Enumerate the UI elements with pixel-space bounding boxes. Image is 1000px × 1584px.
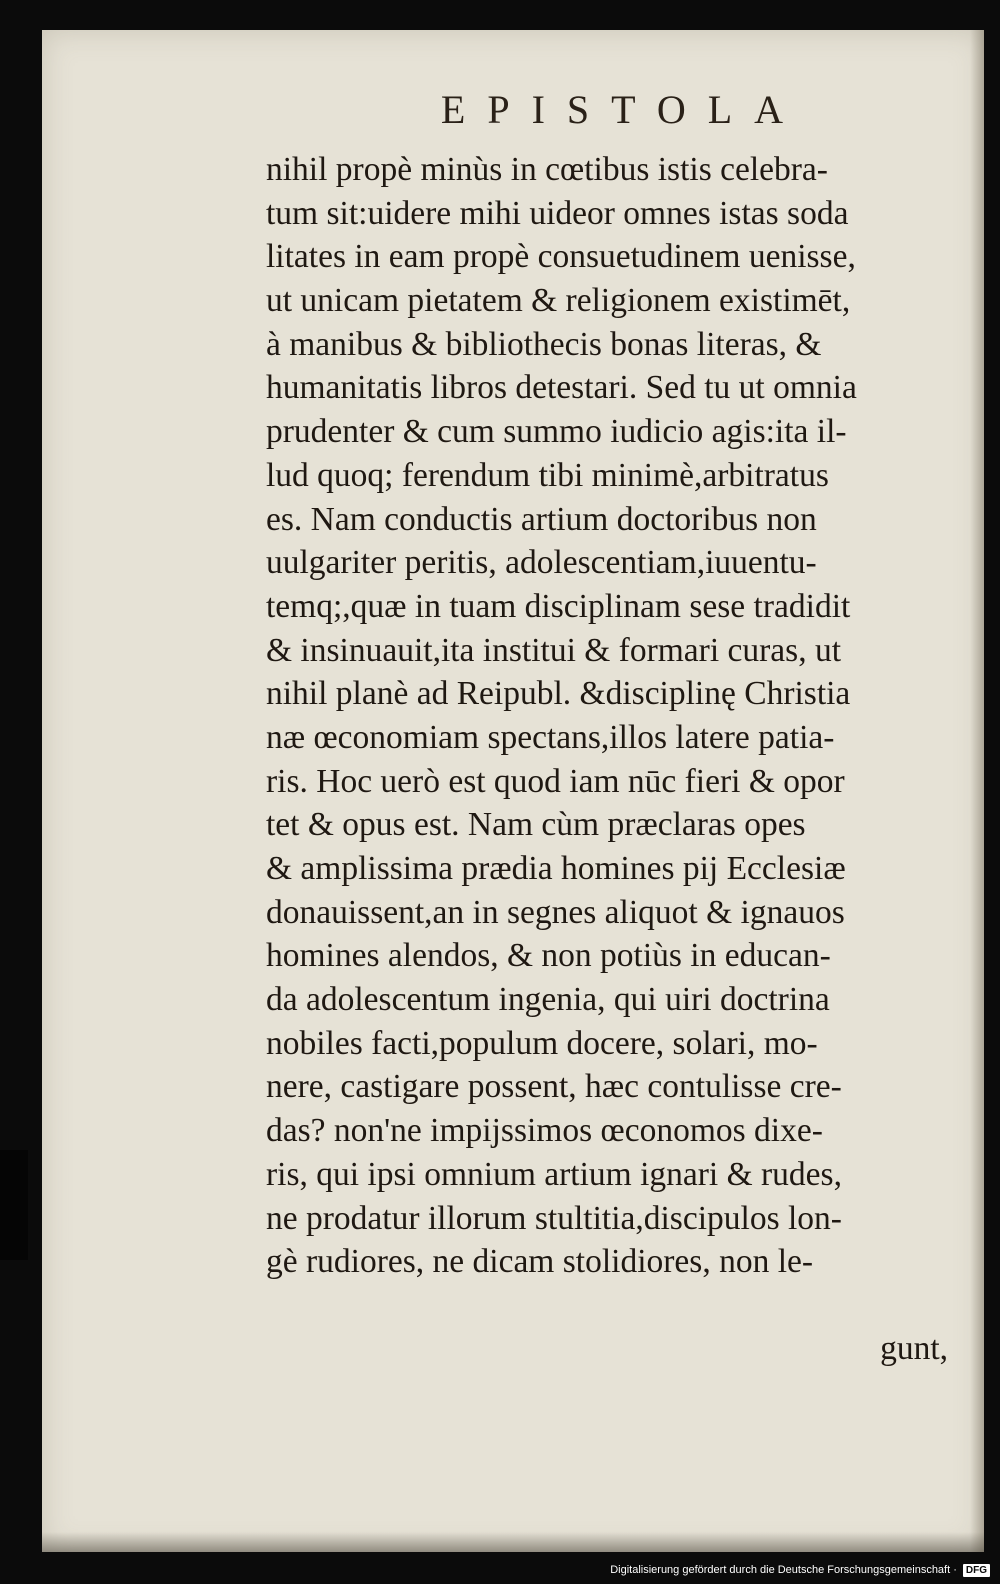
running-header: EPISTOLA — [440, 87, 806, 132]
text-line: uulgariter peritis, adolescentiam,iuuentu- — [266, 544, 817, 582]
page-edge-shadow — [970, 30, 984, 1552]
text-line: homines alendos, & non potiùs in educan- — [266, 937, 831, 975]
body-text — [266, 148, 956, 1284]
text-line: tet & opus est. Nam cùm præclaras opes — [266, 806, 806, 844]
text-line: ne prodatur illorum stultitia,discipulos lon- — [266, 1199, 842, 1237]
text-line: nihil propè minùs in cœtibus istis celebra- — [266, 151, 828, 188]
scanner-edge-mark — [0, 1150, 28, 1260]
text-line: lud quoq; ferendum tibi minimè,arbitratus — [266, 456, 829, 494]
text-line: ris. Hoc uerò est quod iam nūc fieri & opor — [266, 762, 845, 800]
text-line: nere, castigare possent, hæc contulisse cre- — [266, 1068, 842, 1106]
text-line: nihil planè ad Reipubl. &disciplinę Christia — [266, 675, 851, 713]
text-line: næ œconomiam spectans,illos latere patia- — [266, 718, 835, 756]
text-line: & amplissima prædia homines pij Ecclesiæ — [266, 850, 846, 887]
text-line: es. Nam conductis artium doctoribus non — [266, 500, 817, 538]
text-line: temq;,quæ in tuam disciplinam sese tradidit — [266, 587, 851, 625]
text-line: nobiles facti,populum docere, solari, mo- — [266, 1024, 818, 1062]
text-line: ut unicam pietatem & religionem existimēt, — [266, 282, 851, 320]
dfg-logo: DFG — [963, 1564, 990, 1577]
text-line: tum sit:uidere mihi uideor omnes istas soda — [266, 194, 849, 232]
text-line: à manibus & bibliothecis bonas literas, & — [266, 325, 822, 363]
text-line: donauissent,an in segnes aliquot & ignauos — [266, 893, 845, 931]
page-bottom-shadow — [42, 1532, 984, 1552]
text-line: humanitatis libros detestari. Sed tu ut omnia — [266, 369, 857, 407]
digitization-credit — [610, 1558, 990, 1582]
text-line: das? non'ne impijssimos œconomos dixe- — [266, 1112, 823, 1150]
text-line: & insinuauit,ita institui & formari curas, ut — [266, 631, 841, 669]
credit-text: Digitalisierung gefördert durch die Deutsche Forschungsgemeinschaft · — [610, 1564, 957, 1576]
text-line: gè rudiores, ne dicam stolidiores, non le- — [266, 1243, 814, 1281]
text-line: ris, qui ipsi omnium artium ignari & rudes, — [266, 1155, 842, 1193]
text-line: prudenter & cum summo iudicio agis:ita il- — [266, 413, 847, 451]
book-page — [42, 30, 984, 1552]
text-line: da adolescentum ingenia, qui uiri doctrina — [266, 981, 830, 1019]
catchword: gunt, — [880, 1330, 948, 1367]
text-line: litates in eam propè consuetudinem uenisse, — [266, 238, 856, 276]
